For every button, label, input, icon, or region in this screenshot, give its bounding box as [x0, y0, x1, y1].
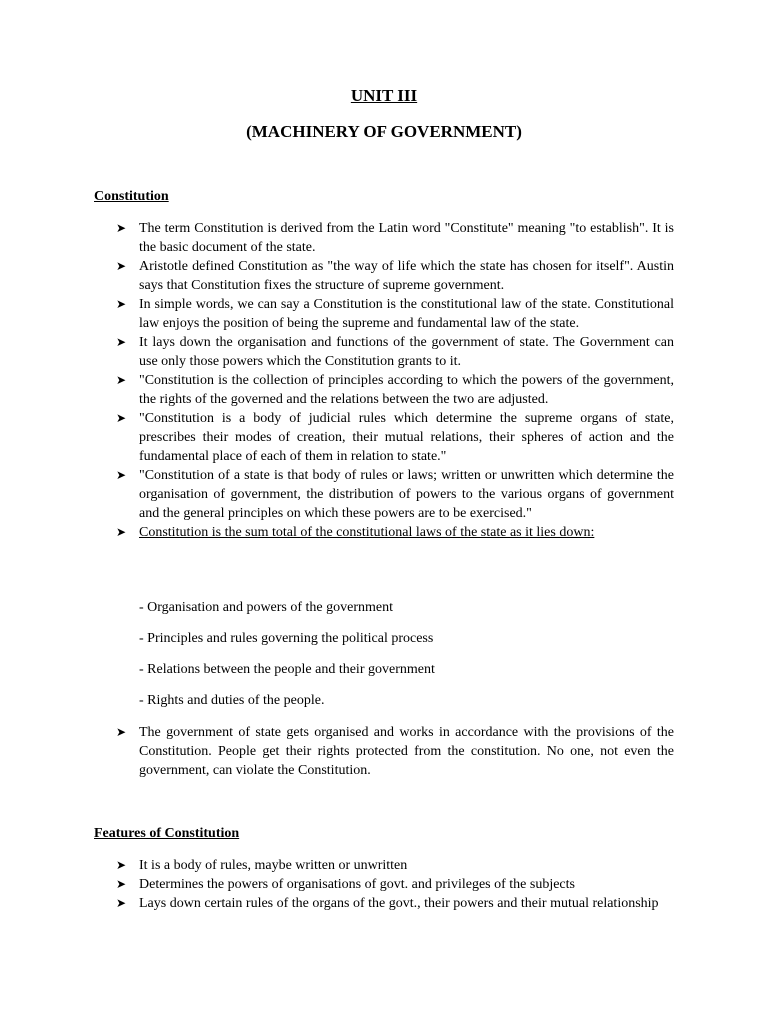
bullet-item: ➤ Constitution is the sum total of the constitutional laws of the state as it lies down:	[116, 525, 595, 540]
arrow-bullet-icon: ➤	[116, 877, 127, 891]
bullet-item: ➤ It lays down the organisation and functions of the government of state. The Government can use only those powers which the Constitution grants to it.	[116, 335, 674, 369]
bullet-item: ➤ "Constitution is a body of judicial rules which determine the supreme organs of state, prescribes their modes of creation, their mutual relations, their spheres of action and the fundamental place of each of them in relation to state."	[116, 411, 674, 464]
arrow-bullet-icon: ➤	[116, 221, 127, 235]
bullet-item: ➤ Lays down certain rules of the organs of the govt., their powers and their mutual relationship	[116, 896, 659, 911]
bullet-item: ➤ Determines the powers of organisations of govt. and privileges of the subjects	[116, 877, 575, 892]
arrow-bullet-icon: ➤	[116, 259, 127, 273]
constitution-bullet-list	[0, 219, 674, 542]
bullet-item: ➤ "Constitution of a state is that body of rules or laws; written or unwritten which determine the organisation of government, the distribution of powers to the various organs of government and the general principles on which these powers are to be exercised."	[116, 468, 674, 521]
bullet-item: ➤ The term Constitution is derived from the Latin word "Constitute" meaning "to establish". It is the basic document of the state.	[116, 221, 674, 255]
bullet-item: ➤ It is a body of rules, maybe written or unwritten	[116, 858, 408, 873]
arrow-bullet-icon: ➤	[116, 297, 127, 311]
arrow-bullet-icon: ➤	[116, 411, 127, 425]
constitution-closing-list	[0, 723, 674, 780]
section-heading-features: Features of Constitution	[94, 826, 240, 841]
arrow-bullet-icon: ➤	[116, 373, 127, 387]
features-bullet-list	[0, 856, 674, 913]
sub-list-item: - Principles and rules governing the political process	[139, 631, 434, 646]
arrow-bullet-icon: ➤	[116, 858, 127, 872]
arrow-bullet-icon: ➤	[116, 525, 127, 539]
arrow-bullet-icon: ➤	[116, 335, 127, 349]
sub-list-item: - Relations between the people and their government	[139, 662, 435, 677]
arrow-bullet-icon: ➤	[116, 725, 127, 739]
bullet-item: ➤ The government of state gets organised and works in accordance with the provisions of the Constitution. People get their rights protected from the constitution. No one, not even the government, can violate the Constitution.	[116, 725, 674, 778]
sub-list-item: - Organisation and powers of the government	[139, 600, 394, 615]
sub-list-item: - Rights and duties of the people.	[139, 693, 325, 708]
section-heading-constitution: Constitution	[94, 189, 169, 204]
unit-title: UNIT III	[350, 86, 418, 105]
unit-subtitle: (MACHINERY OF GOVERNMENT)	[246, 122, 522, 141]
arrow-bullet-icon: ➤	[116, 896, 127, 910]
arrow-bullet-icon: ➤	[116, 468, 127, 482]
bullet-item: ➤ "Constitution is the collection of principles according to which the powers of the government, the rights of the governed and the relations between the two are adjusted.	[116, 373, 674, 407]
bullet-item: ➤ Aristotle defined Constitution as "the way of life which the state has chosen for itself". Austin says that Constitution fixes the structure of supreme government.	[116, 259, 674, 293]
bullet-item: ➤ In simple words, we can say a Constitution is the constitutional law of the state. Constitutional law enjoys the position of being the supreme and fundamental law of the state.	[116, 297, 674, 331]
